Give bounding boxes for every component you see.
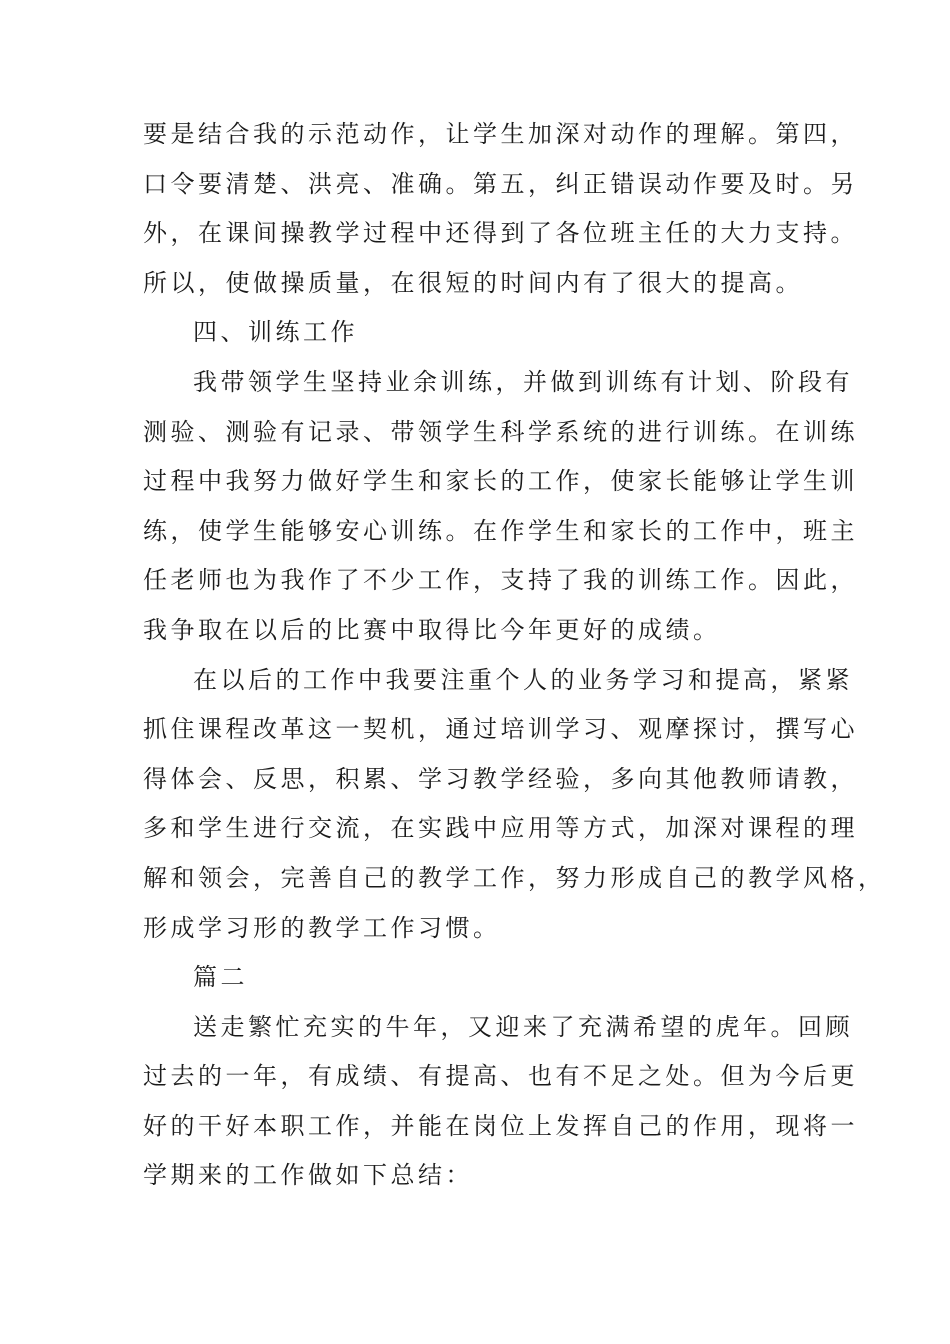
section-heading: 四、训练工作 [193, 318, 358, 347]
text-line: 好的干好本职工作，并能在岗位上发挥自己的作用，现将一 [143, 1111, 858, 1140]
text-line: 测验、测验有记录、带领学生科学系统的进行训练。在训练 [143, 417, 858, 446]
text-line: 口令要清楚、洪亮、准确。第五，纠正错误动作要及时。另 [143, 169, 858, 198]
text-line: 所以，使做操质量，在很短的时间内有了很大的提高。 [143, 268, 803, 297]
text-line: 过程中我努力做好学生和家长的工作，使家长能够让学生训 [143, 467, 858, 496]
text-line: 多和学生进行交流，在实践中应用等方式，加深对课程的理 [143, 814, 858, 843]
text-line: 任老师也为我作了不少工作，支持了我的训练工作。因此， [143, 566, 858, 595]
text-line: 形成学习形的教学工作习惯。 [143, 913, 501, 942]
text-line: 解和领会，完善自己的教学工作，努力形成自己的教学风格， [143, 863, 886, 892]
text-line: 抓住课程改革这一契机，通过培训学习、观摩探讨，撰写心 [143, 715, 858, 744]
section-heading: 篇二 [193, 963, 248, 992]
text-line: 我争取在以后的比赛中取得比今年更好的成绩。 [143, 615, 721, 644]
text-line: 练，使学生能够安心训练。在作学生和家长的工作中，班主 [143, 516, 858, 545]
text-line: 在以后的工作中我要注重个人的业务学习和提高，紧紧 [193, 665, 853, 694]
text-line: 外，在课间操教学过程中还得到了各位班主任的大力支持。 [143, 219, 858, 248]
text-line: 要是结合我的示范动作，让学生加深对动作的理解。第四， [143, 120, 858, 148]
text-line: 送走繁忙充实的牛年，又迎来了充满希望的虎年。回顾 [193, 1012, 853, 1041]
text-line: 过去的一年，有成绩、有提高、也有不足之处。但为今后更 [143, 1062, 858, 1091]
document-body [143, 110, 886, 1201]
text-line: 学期来的工作做如下总结： [143, 1161, 473, 1190]
text-line: 得体会、反思，积累、学习教学经验，多向其他教师请教， [143, 764, 858, 793]
text-line: 我带领学生坚持业余训练，并做到训练有计划、阶段有 [193, 367, 853, 396]
